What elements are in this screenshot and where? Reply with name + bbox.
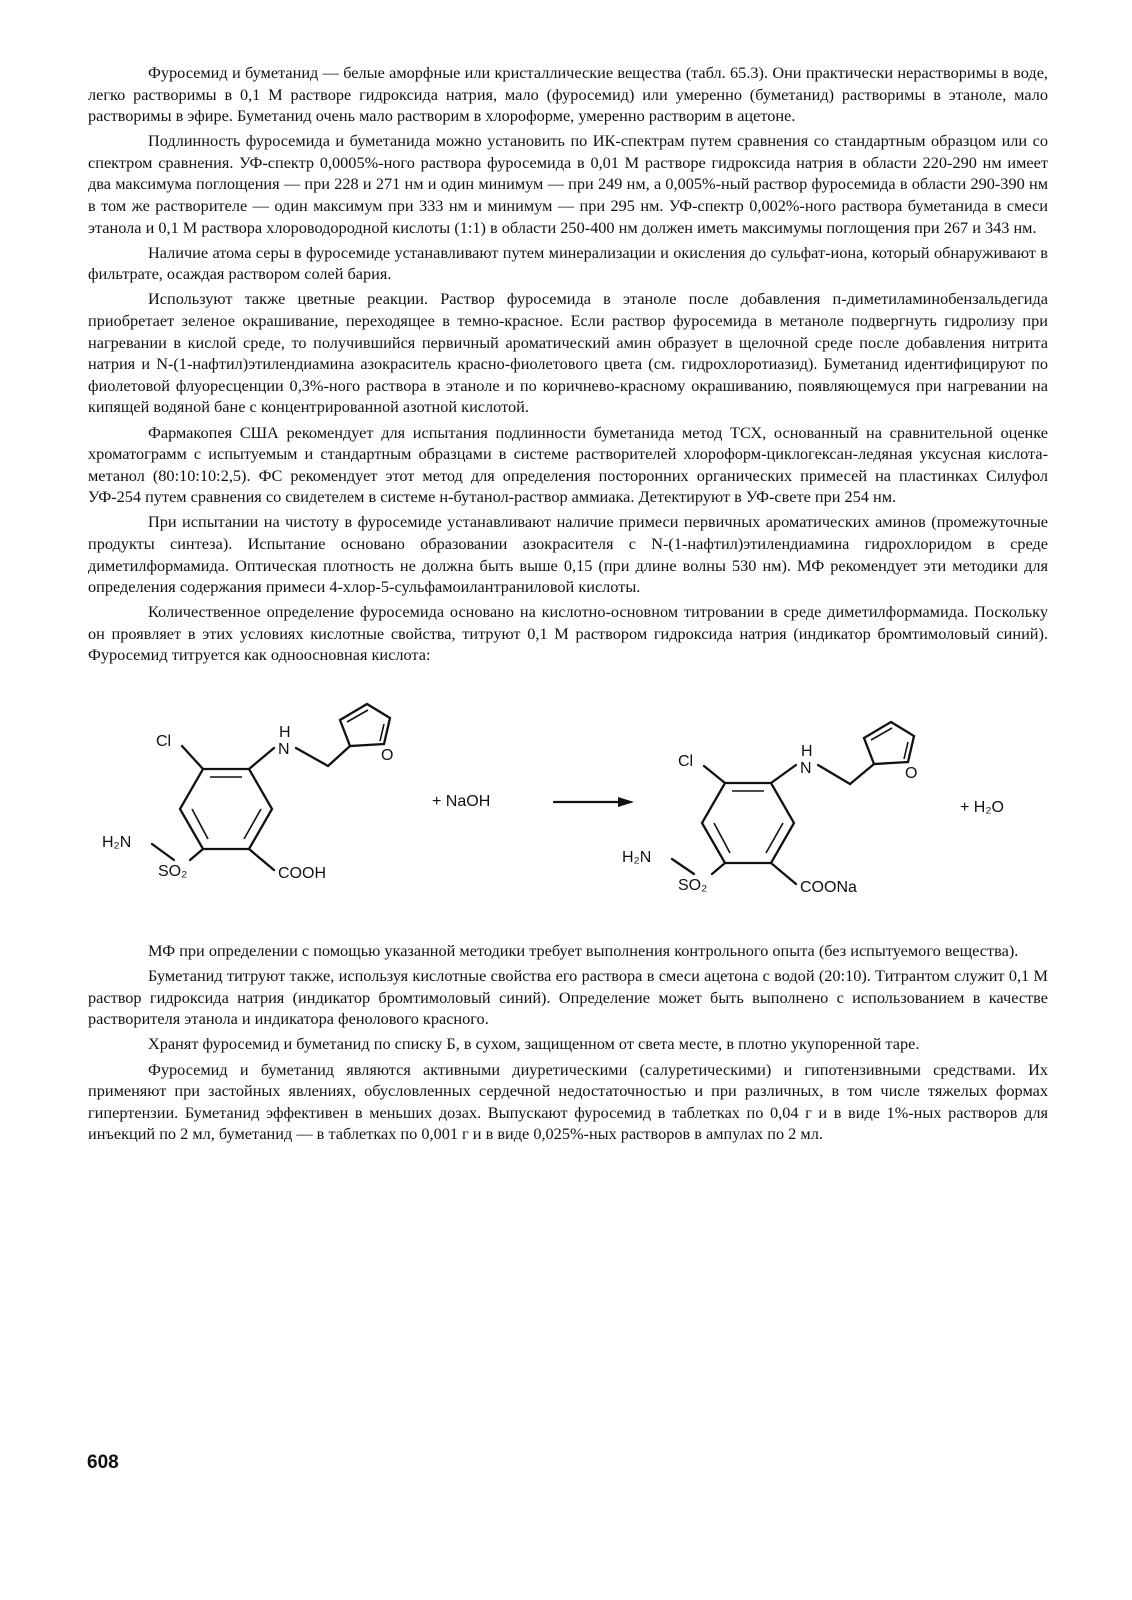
reagent-naoh: + NaOH	[432, 793, 491, 811]
paragraph-storage: Хранят фуросемид и буметанид по списку Б, в сухом, защищенном от света месте, в плотно укупоренной таре.	[148, 1034, 920, 1054]
page-number: 608	[87, 1452, 119, 1473]
paragraph-purity-test: При испытании на чистоту в фуросемиде устанавливают наличие примеси первичных ароматических аминов (промежуточные продукты синтеза). Испытание основано образовании азокрасителя с N-(1-нафтил)этилендиамина гидрохлоридом в среде диметилформамида. Оптическая плотность не должна быть выше 0,15 (при длине волны 530 нм). МФ рекомендует эти методики для определения содержания примеси 4-хлор-5-сульфамоилантраниловой кислоты.	[88, 512, 1048, 597]
reaction-arrow	[554, 797, 634, 807]
left-cl-label: Cl	[156, 733, 172, 751]
paragraph-quantitative: Количественное определение фуросемида основано на кислотно-основном титровании в среде диметилформамида. Поскольку он проявляет в этих условиях кислотные свойства, титруют 0,1 М раствором гидроксида натрия (индикатор бромтимоловый синий). Фуросемид титруется как одноосновная кислота:	[88, 602, 1048, 665]
left-cooh-label: COOH	[278, 865, 326, 883]
left-so2-label: SO₂	[158, 863, 188, 881]
paragraph-application: Фуросемид и буметанид являются активными диуретическими (салуретическими) и гипотензивными средствами. Их применяют при застойных явлениях, обусловленных сердечной недостаточностью и при различных, в том числе тяжелых формах гипертензии. Буметанид эффективен в меньших дозах. Выпускают фуросемид в таблетках по 0,04 г и в виде 1%-ных растворов для инъекций по 2 мл, буметанид — в таблетках по 0,001 г и в виде 0,025%-ных растворов в ампулах по 2 мл.	[88, 1059, 1048, 1144]
left-furan-o-label: O	[381, 747, 394, 765]
product-water: + H₂O	[960, 799, 1004, 817]
reaction-scheme-drawing	[88, 702, 1048, 902]
paragraph-sulfur-detection: Наличие атома серы в фуросемиде устанавливают путем минерализации и окисления до сульфат-иона, который обнаруживают в фильтрате, осаждая раствором солей бария.	[88, 242, 1048, 284]
right-furan-o-label: O	[905, 765, 918, 783]
right-h2n-label: H₂N	[622, 849, 652, 867]
paragraph-control-experiment: МФ при определении с помощью указанной методики требует выполнения контрольного опыта (без испытуемого вещества).	[148, 941, 1019, 961]
left-h2n-label: H₂N	[102, 834, 132, 852]
left-nh-h-label: H	[279, 724, 291, 742]
right-nh-n-label: N	[800, 760, 812, 778]
paragraph-bumetanide-titration: Буметанид титруют также, используя кислотные свойства его раствора в смеси ацетона с водой (20:10). Титрантом служит 0,1 М раствор гидроксида натрия (индикатор бромтимоловый синий). Определение может быть выполнено с использованием в качестве растворителя этанола и индикатора фенолового красного.	[88, 966, 1048, 1029]
right-cl-label: Cl	[678, 753, 694, 771]
right-coona-label: COONa	[800, 879, 857, 897]
paragraph-authenticity-spectra: Подлинность фуросемида и буметанида можно установить по ИК-спектрам путем сравнения со стандартным образцом или со спектром сравнения. УФ-спектр 0,0005%-ного раствора фуросемида в 0,01 М растворе гидроксида натрия в области 220-290 нм имеет два максимума поглощения — при 228 и 271 нм и один минимум — при 249 нм, а 0,005%-ный раствор фуросемида в области 290-390 нм в том же растворителе — один максимум при 333 нм и минимум — при 295 нм. УФ-спектр 0,002%-ного раствора буметанида в смеси этанола и 0,1 М раствора хлороводородной кислоты (1:1) в области 250-400 нм должен иметь максимумы поглощения при 267 и 343 нм.	[88, 131, 1048, 237]
right-nh-h-label: H	[801, 743, 813, 761]
right-so2-label: SO₂	[678, 877, 708, 895]
page-body	[88, 62, 1048, 1148]
furosemide-sodium-structure	[622, 722, 917, 896]
furosemide-structure	[102, 704, 393, 882]
paragraph-properties: Фуросемид и буметанид — белые аморфные или кристаллические вещества (табл. 65.3). Они практически нерастворимы в воде, легко растворимы в 0,1 М растворе гидроксида натрия, мало (фуросемид) или умеренно (буметанид) растворимы в этаноле, мало растворимы в эфире. Буметанид очень мало растворим в хлороформе, умеренно растворим в ацетоне.	[88, 63, 1048, 126]
paragraph-usp-tlc: Фармакопея США рекомендует для испытания подлинности буметанида метод ТСХ, основанный на сравнительной оценке хроматограмм с испытуемым и стандартным образцами в системе растворителей хлороформ-циклогексан-ледяная уксусная кислота-метанол (80:10:10:2,5). ФС рекомендует этот метод для определения посторонних органических примесей на пластинках Силуфол УФ-254 путем сравнения со свидетелем в системе н-бутанол-раствор аммиака. Детектируют в УФ-свете при 254 нм.	[88, 422, 1048, 507]
reaction-scheme	[88, 702, 1048, 902]
paragraph-color-reactions: Используют также цветные реакции. Раствор фуросемида в этаноле после добавления п-диметиламинобензальдегида приобретает зеленое окрашивание, переходящее в темно-красное. Если раствор фуросемида в метаноле подвергнуть гидролизу при нагревании в кислой среде, то получившийся первичный ароматический амин образует в щелочной среде после добавления нитрита натрия и N-(1-нафтил)этилендиамина азокраситель красно-фиолетового цвета (см. гидрохлоротиазид). Буметанид идентифицируют по фиолетовой флуоресценции 0,3%-ного раствора в этаноле и по коричнево-красному окрашиванию, появляющемуся при нагревании на кипящей водяной бане с концентрированной азотной кислотой.	[88, 289, 1048, 417]
left-nh-n-label: N	[278, 741, 290, 759]
